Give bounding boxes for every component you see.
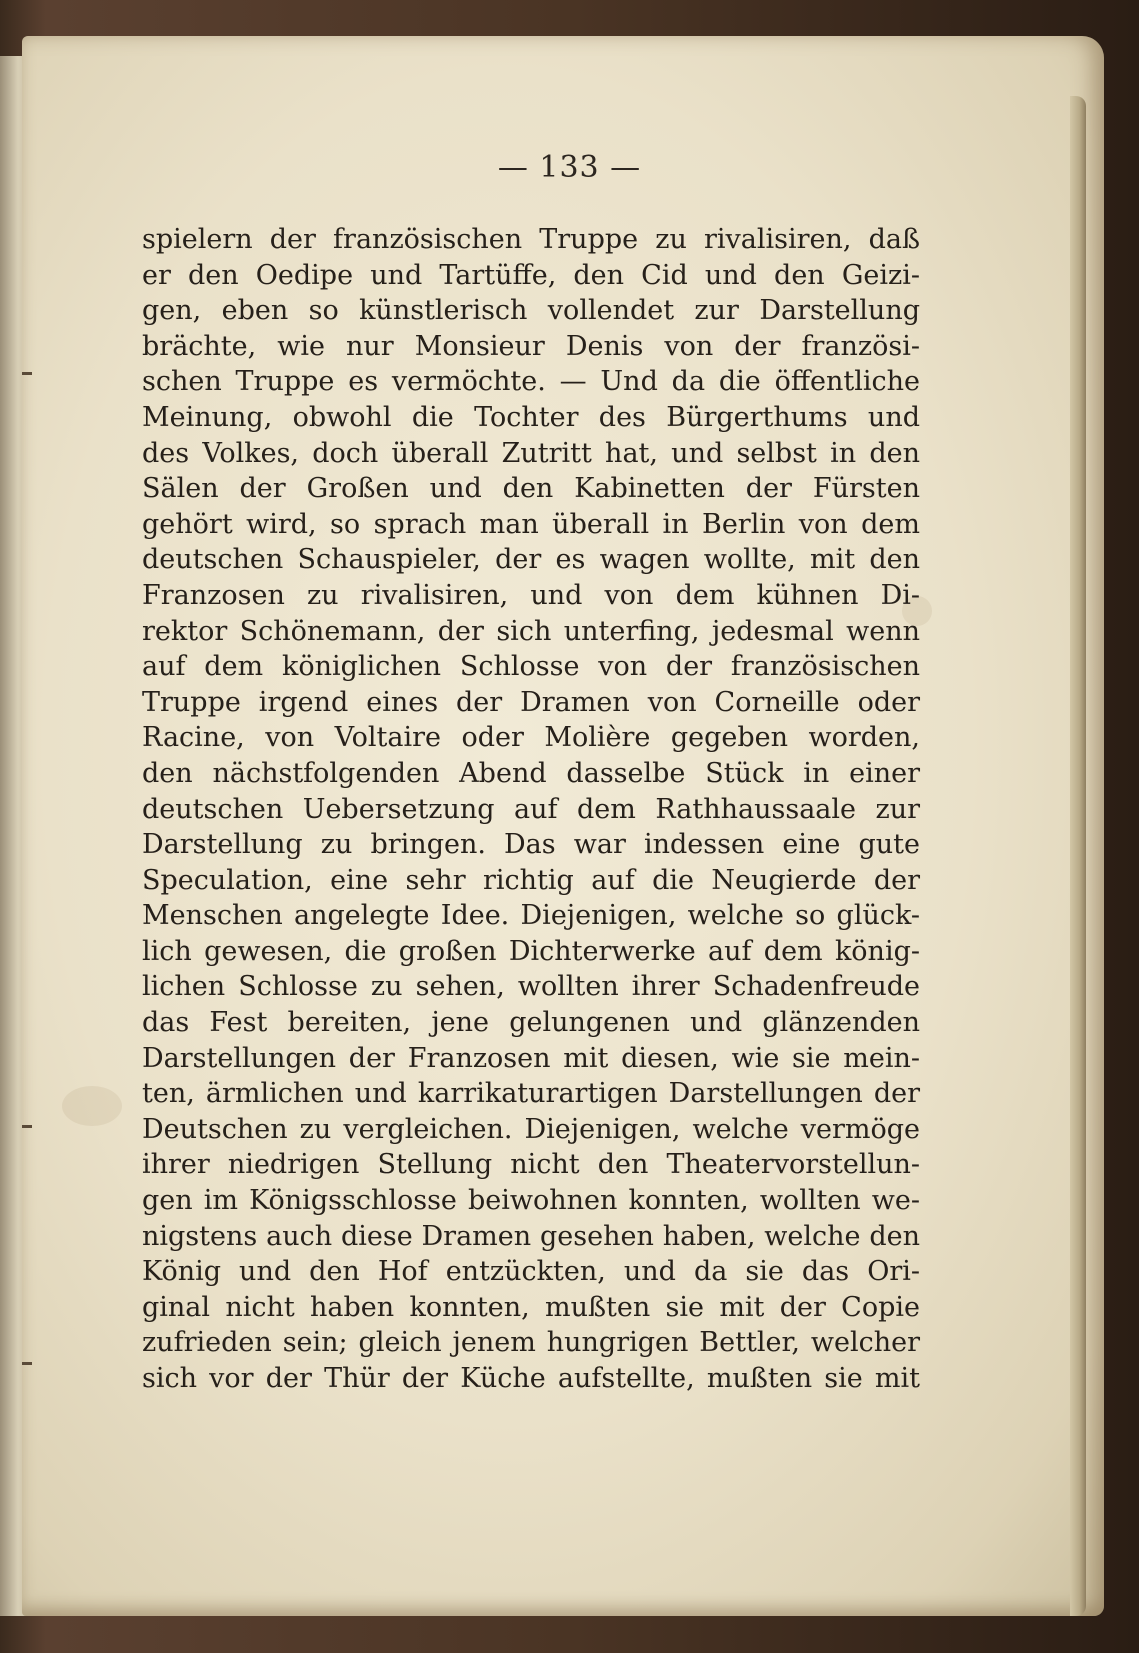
text-line: er den Oedipe und Tartüffe, den Cid und den Geizi-: [142, 259, 920, 291]
text-line: gen im Königsschlosse beiwohnen konnten, wollten we-: [142, 1185, 920, 1217]
text-line: rektor Schönemann, der sich unterfing, jedesmal wenn: [142, 615, 920, 647]
text-line: gehört wird, so sprach man überall in Berlin von dem: [142, 508, 920, 540]
page-number: — 133 —: [497, 150, 642, 185]
text-line: schen Truppe es vermöchte. — Und da die öffentliche: [142, 366, 920, 398]
text-line: brächte, wie nur Monsieur Denis von der französi-: [142, 330, 920, 362]
text-line: lich gewesen, die großen Dichterwerke auf dem könig-: [142, 935, 920, 967]
text-line: Darstellung zu bringen. Das war indessen eine gute: [142, 829, 920, 861]
text-line: spielern der französischen Truppe zu rivalisiren, daß: [142, 224, 920, 255]
text-line: Truppe irgend eines der Dramen von Corneille oder: [142, 686, 920, 718]
text-line: lichen Schlosse zu sehen, wollten ihrer Schadenfreude: [142, 971, 920, 1003]
text-line: deutschen Schauspieler, der es wagen wollte, mit den: [142, 544, 920, 576]
text-line: König und den Hof entzückten, und da sie das Ori-: [142, 1256, 920, 1288]
text-line: gen, eben so künstlerisch vollendet zur Darstellung: [142, 295, 920, 327]
text-line: Darstellungen der Franzosen mit diesen, wie sie mein-: [142, 1042, 920, 1074]
margin-mark: [22, 1362, 32, 1365]
text-line: Franzosen zu rivalisiren, und von dem kühnen Di-: [142, 579, 920, 611]
text-line: ginal nicht haben konnten, mußten sie mit der Copie: [142, 1291, 920, 1323]
body-text: [142, 222, 920, 1397]
text-line: Sälen der Großen und den Kabinetten der Fürsten: [142, 473, 920, 505]
text-line: Meinung, obwohl die Tochter des Bürgerthums und: [142, 401, 920, 433]
page-stain: [62, 1086, 122, 1126]
text-line: das Fest bereiten, jene gelungenen und glänzenden: [142, 1007, 920, 1039]
text-line: Menschen angelegte Idee. Diejenigen, welche so glück-: [142, 900, 920, 932]
text-line: zufrieden sein; gleich jenem hungrigen Bettler, welcher: [142, 1327, 920, 1359]
text-line: auf dem königlichen Schlosse von der französischen: [142, 651, 920, 683]
text-line: sich vor der Thür der Küche aufstellte, mußten sie mit: [142, 1363, 920, 1394]
text-line: den nächstfolgenden Abend dasselbe Stück in einer: [142, 757, 920, 789]
page-fore-edge: [1070, 96, 1086, 1616]
text-line: Racine, von Voltaire oder Molière gegeben worden,: [142, 722, 920, 754]
text-line: nigstens auch diese Dramen gesehen haben, welche den: [142, 1220, 920, 1252]
text-line: Deutschen zu vergleichen. Diejenigen, welche vermöge: [142, 1113, 920, 1145]
text-line: ihrer niedrigen Stellung nicht den Theatervorstellun-: [142, 1149, 920, 1181]
text-line: Speculation, eine sehr richtig auf die Neugierde der: [142, 864, 920, 896]
text-line: des Volkes, doch überall Zutritt hat, und selbst in den: [142, 437, 920, 469]
text-line: deutschen Uebersetzung auf dem Rathhaussaale zur: [142, 793, 920, 825]
margin-mark: [22, 1125, 32, 1128]
text-line: ten, ärmlichen und karrikaturartigen Darstellungen der: [142, 1078, 920, 1110]
margin-mark: [22, 372, 32, 375]
